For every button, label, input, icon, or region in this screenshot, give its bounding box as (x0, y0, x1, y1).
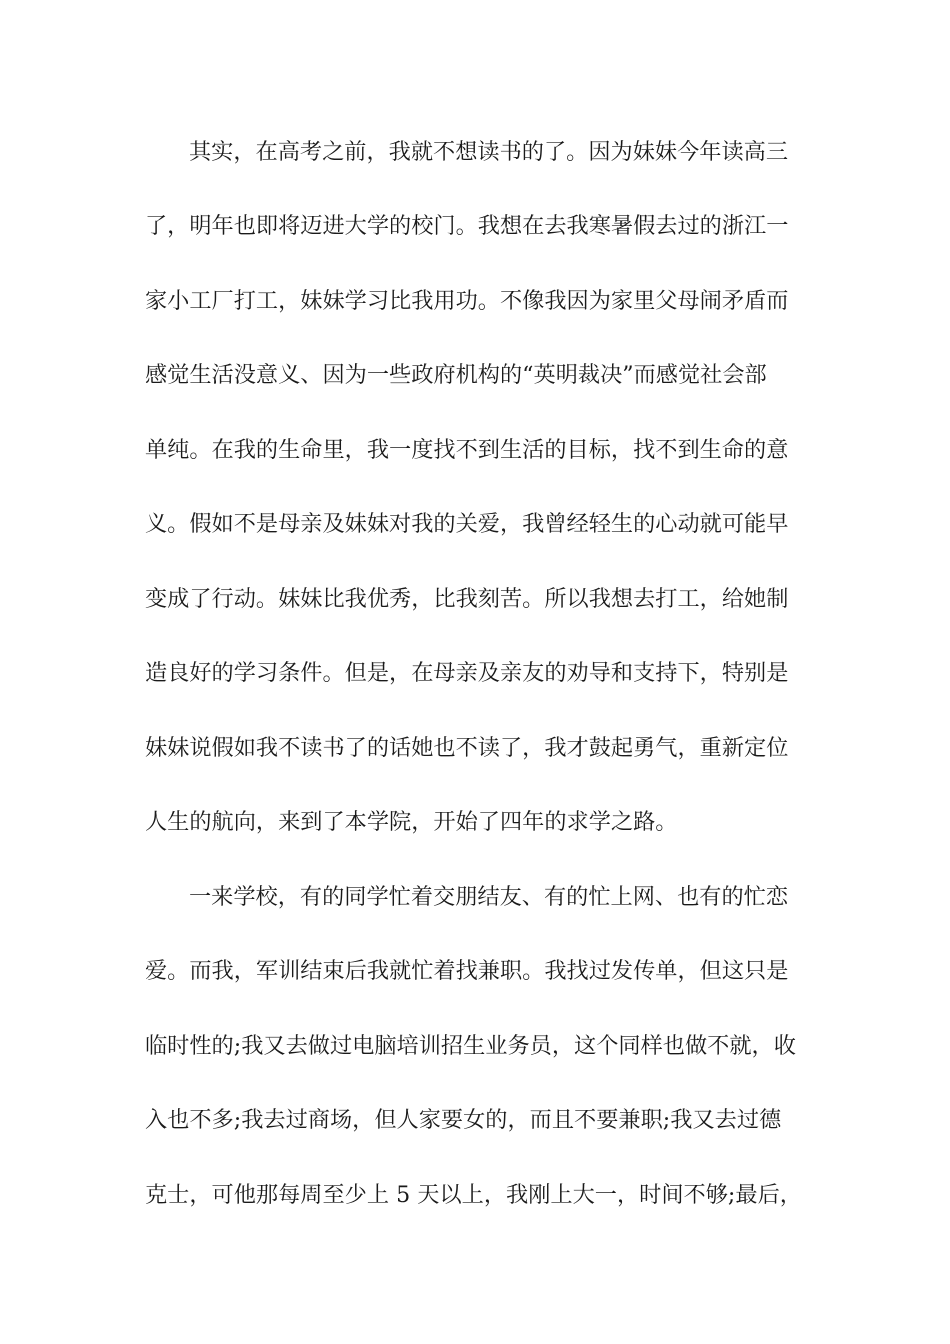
paragraph-line: 家小工厂打工，妹妹学习比我用功。不像我因为家里父母闹矛盾而 (145, 288, 789, 314)
paragraph-line: 其实，在高考之前，我就不想读书的了。因为妹妹今年读高三 (189, 139, 789, 165)
paragraph-line: 了，明年也即将迈进大学的校门。我想在去我寒暑假去过的浙江一 (145, 213, 789, 239)
paragraph-line: 感觉生活没意义、因为一些政府机构的“英明裁决”而感觉社会部 (145, 362, 767, 388)
paragraph-line: 临时性的;我又去做过电脑培训招生业务员，这个同样也做不就，收 (145, 1033, 796, 1059)
paragraph-line: 爱。而我，军训结束后我就忙着找兼职。我找过发传单，但这只是 (145, 958, 789, 984)
paragraph-line: 入也不多;我去过商场，但人家要女的，而且不要兼职;我又去过德 (145, 1107, 782, 1133)
paragraph-line: 妹妹说假如我不读书了的话她也不读了，我才鼓起勇气，重新定位 (145, 735, 789, 761)
paragraph-line: 人生的航向，来到了本学院，开始了四年的求学之路。 (145, 809, 678, 835)
paragraph-line: 义。假如不是母亲及妹妹对我的关爱，我曾经轻生的心动就可能早 (145, 511, 789, 537)
paragraph-line: 单纯。在我的生命里，我一度找不到生活的目标，找不到生命的意 (145, 437, 789, 463)
paragraph-line: 克士，可他那每周至少上 5 天以上，我刚上大一，时间不够;最后， (145, 1182, 802, 1208)
paragraph-line: 一来学校，有的同学忙着交朋结友、有的忙上网、也有的忙恋 (189, 884, 789, 910)
paragraph-line: 变成了行动。妹妹比我优秀，比我刻苦。所以我想去打工，给她制 (145, 586, 789, 612)
paragraph-line: 造良好的学习条件。但是，在母亲及亲友的劝导和支持下，特别是 (145, 660, 789, 686)
